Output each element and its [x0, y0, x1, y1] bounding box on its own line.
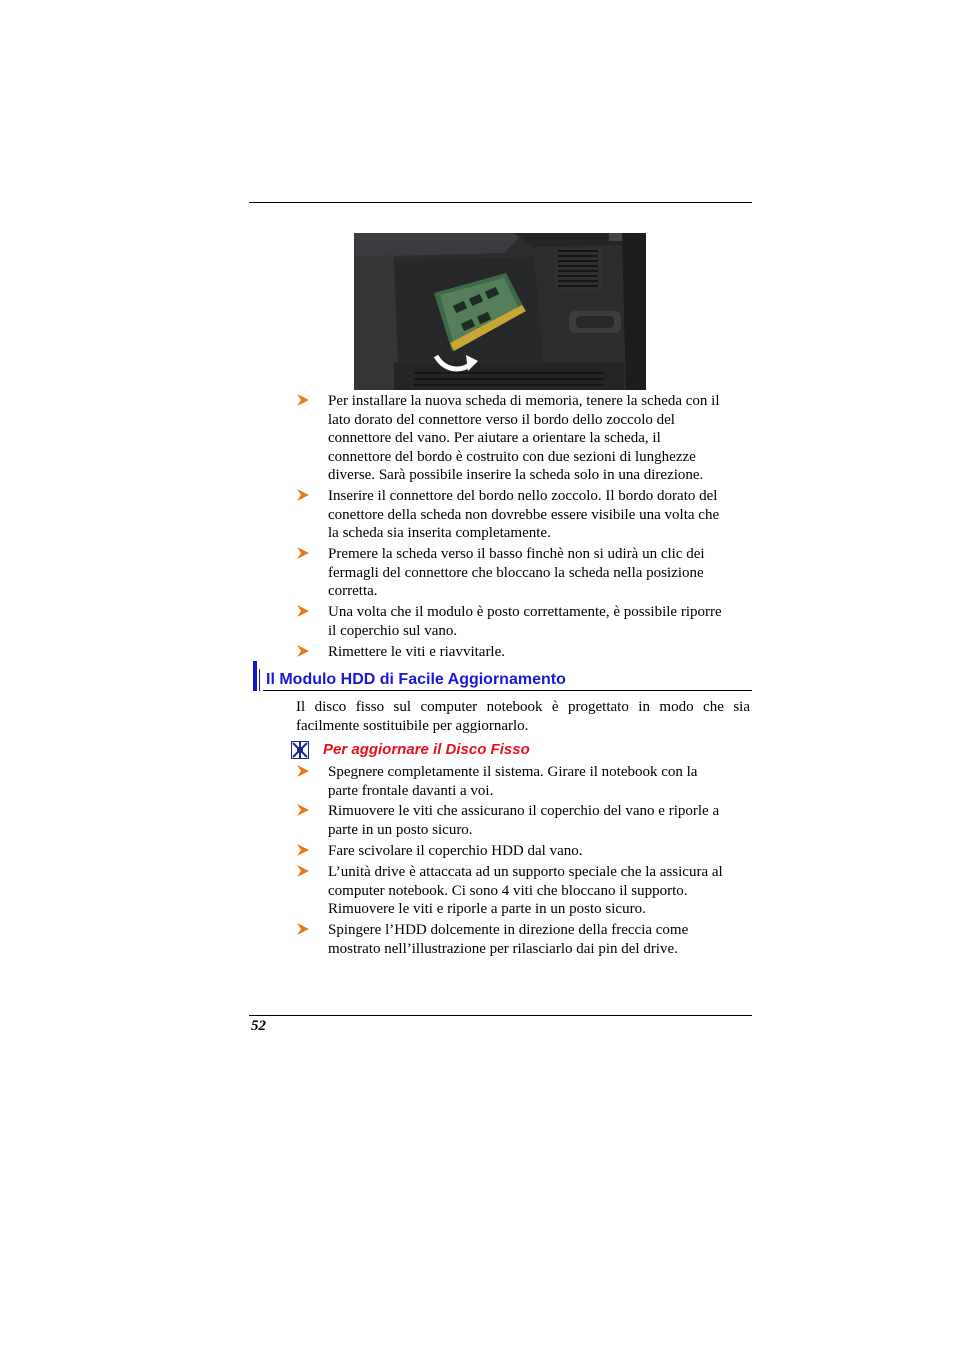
memory-install-photo — [354, 233, 646, 390]
section-intro-paragraph: Il disco fisso sul computer notebook è progettato in modo che sia facilmente sostituibile per aggiornarlo. — [296, 699, 750, 734]
arrow-bullet-icon — [296, 602, 310, 620]
arrow-bullet-icon — [296, 391, 310, 409]
list-item-text: L’unità drive è attaccata ad un supporto speciale che la assicura al computer notebook. Ci sono 4 viti che bloccano il supporto. Rimuovere le viti e riporle a parte in un posto sicuro. — [328, 864, 723, 918]
list-item-text: Per installare la nuova scheda di memoria, tenere la scheda con il lato dorato del connettore verso il bordo dello zoccolo del connettore del vano. Per aiutare a orientare la scheda, il connettore del bordo è costruito con due sezioni di lunghezze diverse. Sarà possibile inserire la scheda solo in una direzione. — [328, 393, 720, 484]
arrow-bullet-icon — [296, 486, 310, 504]
arrow-bullet-icon — [296, 862, 310, 880]
list-item-text: Rimettere le viti e riavvitarle. — [328, 644, 506, 660]
arrow-bullet-icon — [296, 762, 310, 780]
arrow-bullet-icon — [296, 920, 310, 938]
section-marker-bar — [253, 661, 257, 691]
arrow-bullet-icon — [296, 544, 310, 562]
list-item-text: Fare scivolare il coperchio HDD dal vano. — [328, 843, 583, 859]
footer-rule — [249, 1015, 752, 1016]
arrow-bullet-icon — [296, 801, 310, 819]
list-item-text: Premere la scheda verso il basso finchè non si udirà un clic dei fermagli del connettore che bloccano la scheda nella posizione corretta. — [328, 546, 705, 600]
section-heading: Il Modulo HDD di Facile Aggiornamento — [266, 671, 566, 688]
list-item-text: Inserire il connettore del bordo nello zoccolo. Il bordo dorato del conettore della scheda non dovrebbe essere visibile una volta che la scheda sia inserita completamente. — [328, 488, 720, 542]
list-item-text: Spingere l’HDD dolcemente in direzione della freccia come mostrato nell’illustrazione per rilasciarlo dai pin del drive. — [328, 922, 689, 957]
header-rule — [249, 202, 752, 203]
arrow-bullet-icon — [296, 642, 310, 660]
procedure-title: Per aggiornare il Disco Fisso — [323, 741, 530, 758]
section-heading-rule — [263, 690, 752, 691]
list-item-text: Spegnere completamente il sistema. Girare il notebook con la parte frontale davanti a voi. — [328, 764, 698, 799]
section-marker-bar-thin — [259, 669, 260, 691]
procedure-star-icon — [291, 741, 309, 759]
list-item-text: Rimuovere le viti che assicurano il coperchio del vano e riporle a parte in un posto sicuro. — [328, 803, 720, 838]
list-item-text: Una volta che il modulo è posto correttamente, è possibile riporre il coperchio sul vano. — [328, 604, 722, 639]
page-number: 52 — [251, 1018, 266, 1034]
arrow-bullet-icon — [296, 841, 310, 859]
